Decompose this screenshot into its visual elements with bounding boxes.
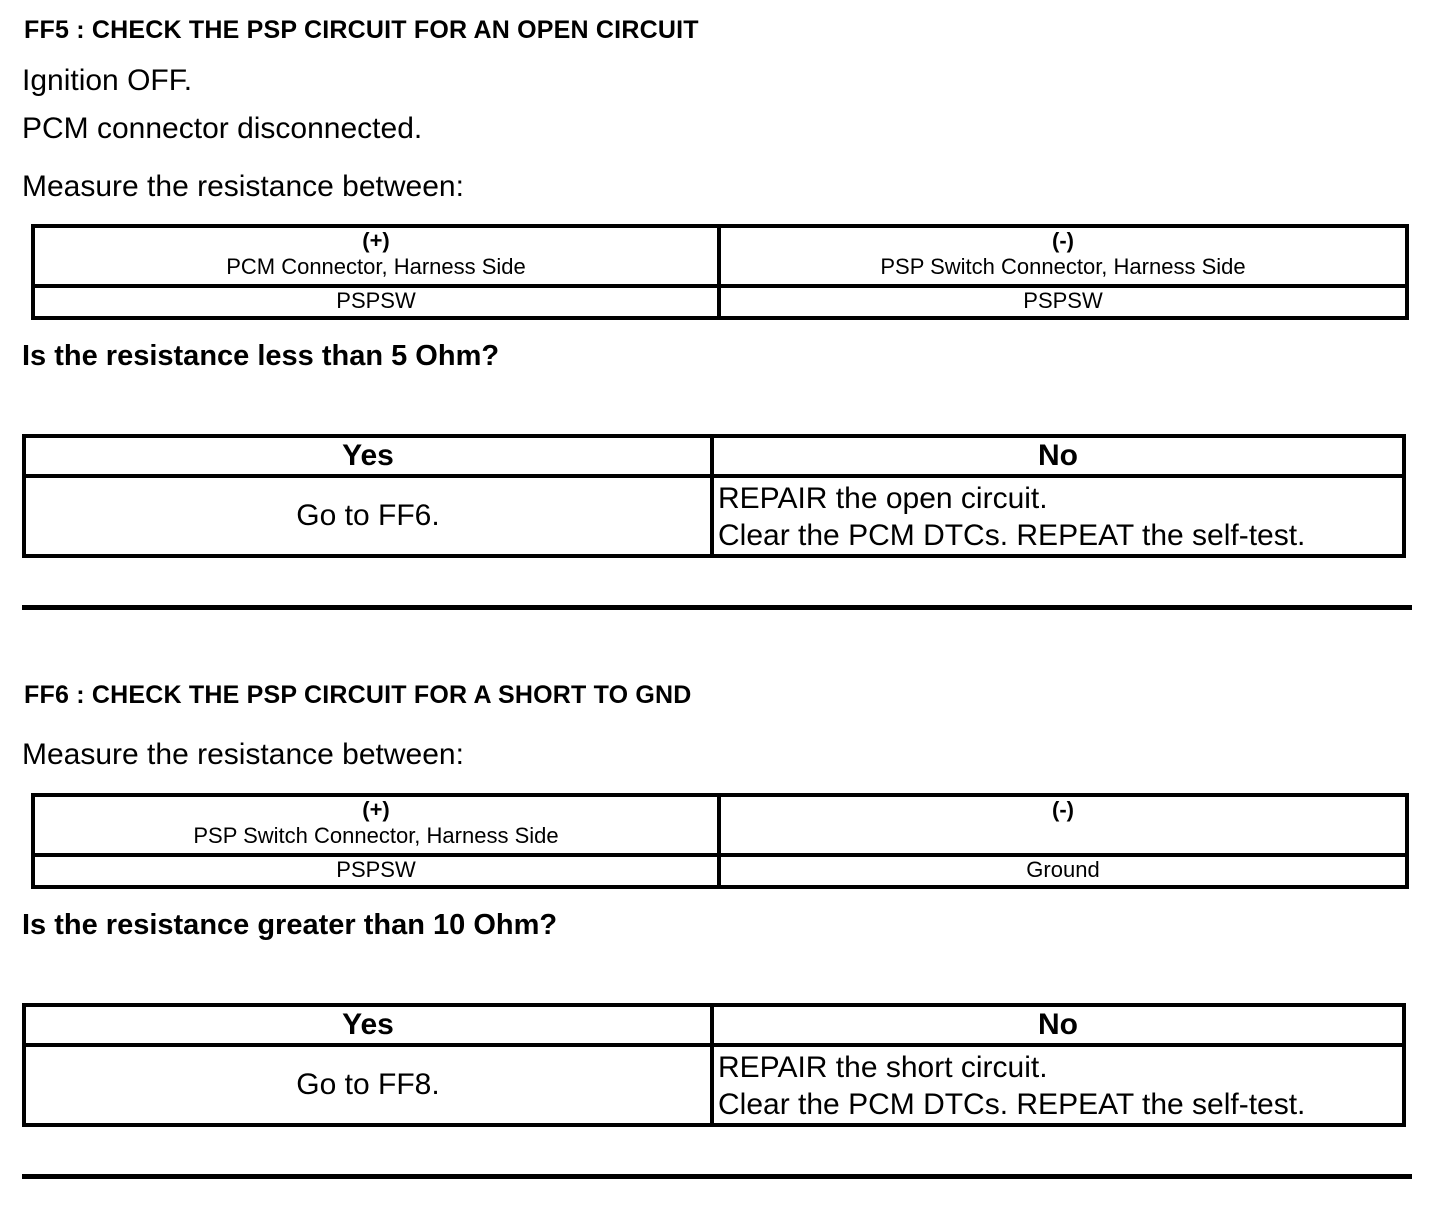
ff5-plus-value: PSPSW (33, 286, 719, 318)
ff5-yes-header: Yes (24, 436, 712, 476)
plus-symbol: (+) (362, 797, 390, 822)
ff6-plus-value: PSPSW (33, 855, 719, 887)
ff5-measure-table (31, 224, 1409, 320)
ff6-no-action-line2: Clear the PCM DTCs. REPEAT the self-test. (718, 1088, 1306, 1121)
ff5-plus-header (33, 226, 719, 286)
ff6-yes-header: Yes (24, 1005, 712, 1045)
ff6-answer-table (22, 1003, 1406, 1127)
ff6-no-header: No (712, 1005, 1404, 1045)
plus-symbol: (+) (362, 228, 390, 253)
ff6-yes-action: Go to FF8. (24, 1045, 712, 1125)
ff5-answer-table (22, 434, 1406, 558)
ff6-measure-label: Measure the resistance between: (22, 738, 464, 771)
ff6-minus-value: Ground (719, 855, 1407, 887)
ff5-minus-label: PSP Switch Connector, Harness Side (880, 254, 1246, 279)
ff6-question: Is the resistance greater than 10 Ohm? (22, 909, 558, 941)
ff5-no-action (712, 476, 1404, 556)
ff6-minus-header (719, 795, 1407, 855)
ff5-condition-pcm: PCM connector disconnected. (22, 112, 423, 145)
section-divider (22, 1174, 1412, 1179)
section-divider (22, 605, 1412, 610)
ff5-plus-label: PCM Connector, Harness Side (226, 254, 526, 279)
ff5-minus-value: PSPSW (719, 286, 1407, 318)
minus-symbol: (-) (1052, 228, 1074, 253)
ff6-measure-table (31, 793, 1409, 889)
ff6-plus-header (33, 795, 719, 855)
ff5-minus-header (719, 226, 1407, 286)
ff5-no-action-line1: REPAIR the open circuit. (718, 482, 1048, 515)
ff6-step-title: FF6 : CHECK THE PSP CIRCUIT FOR A SHORT TO GND (24, 681, 692, 709)
ff6-plus-label: PSP Switch Connector, Harness Side (193, 823, 559, 848)
ff5-question: Is the resistance less than 5 Ohm? (22, 340, 500, 372)
ff5-yes-action: Go to FF6. (24, 476, 712, 556)
ff5-no-header: No (712, 436, 1404, 476)
ff6-no-action (712, 1045, 1404, 1125)
ff5-step-title: FF5 : CHECK THE PSP CIRCUIT FOR AN OPEN CIRCUIT (24, 16, 699, 44)
ff5-no-action-line2: Clear the PCM DTCs. REPEAT the self-test. (718, 519, 1306, 552)
ff5-measure-label: Measure the resistance between: (22, 170, 464, 203)
minus-symbol: (-) (1052, 797, 1074, 822)
ff6-no-action-line1: REPAIR the short circuit. (718, 1051, 1048, 1084)
ff5-condition-ignition: Ignition OFF. (22, 64, 193, 97)
